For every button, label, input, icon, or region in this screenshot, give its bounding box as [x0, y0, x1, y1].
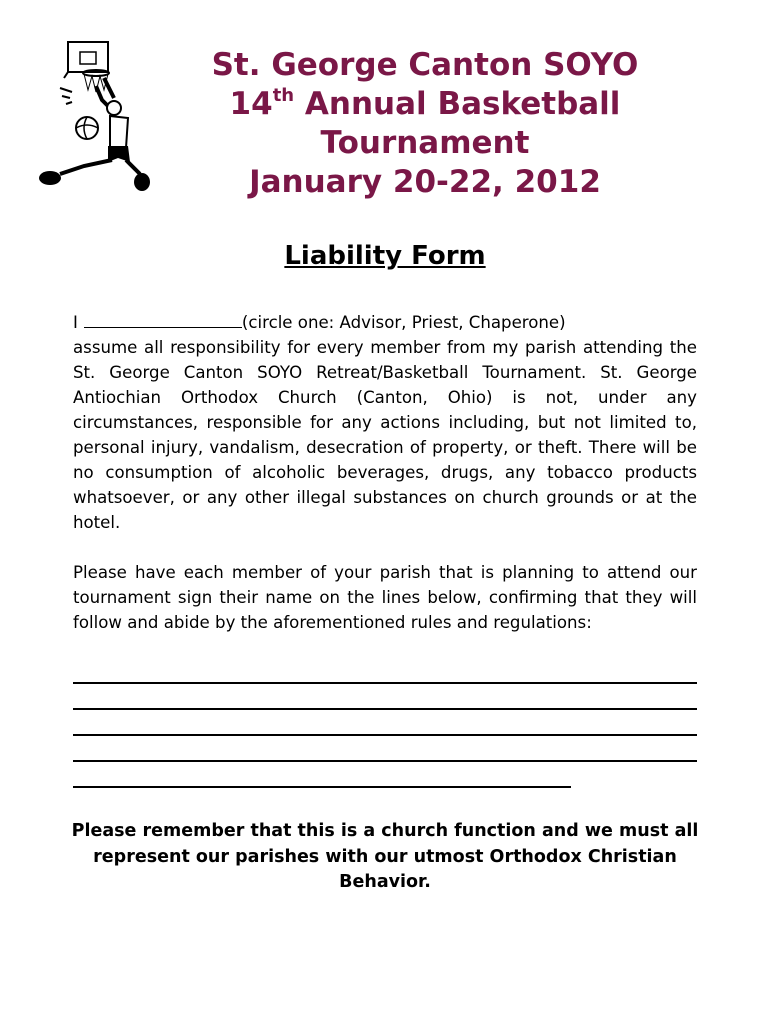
- header-line-3: Tournament: [320, 125, 530, 161]
- liability-body: assume all responsibility for every member from my parish attending the St. George Canton SOYO Retreat/Basketball Tournament. St. George Antiochian Orthodox Church (Canton, Ohio) is not, under any circumstances, responsible for any actions including, but not limited to, personal injury, vandalism, desecration of property, or theft. There will be no consumption of alcoholic beverages, drugs, any tobacco products whatsoever, or any other illegal substances on church grounds or at the hotel.: [73, 338, 697, 532]
- signature-line[interactable]: [73, 658, 697, 684]
- signature-lines: [73, 658, 697, 788]
- basketball-player-icon: [30, 38, 150, 193]
- form-title: Liability Form: [284, 241, 486, 271]
- signature-line[interactable]: [73, 710, 697, 736]
- header-number: 14: [229, 86, 273, 122]
- signature-line[interactable]: [73, 684, 697, 710]
- lead-pronoun: I: [73, 313, 78, 332]
- name-line: [73, 310, 697, 335]
- signature-line[interactable]: [73, 736, 697, 762]
- signature-line[interactable]: [73, 762, 571, 788]
- tournament-header: [150, 46, 700, 202]
- closing-reminder: Please remember that this is a church function and we must all represent our parishes with our utmost Orthodox Christian Behavior.: [71, 821, 699, 892]
- header-line-2-rest: Annual Basketball: [294, 86, 621, 122]
- header-line-2: [150, 85, 700, 124]
- header-dates: January 20-22, 2012: [249, 164, 601, 200]
- header-ordinal: th: [272, 85, 295, 106]
- liability-paragraph: [73, 310, 697, 535]
- name-blank-field[interactable]: [84, 310, 242, 328]
- role-instruction: (circle one: Advisor, Priest, Chaperone): [241, 313, 566, 332]
- signing-instruction: Please have each member of your parish that is planning to attend our tournament sign their name on the lines below, confirming that they will follow and abide by the aforementioned rules and regulations:: [73, 563, 697, 632]
- header-line-1: St. George Canton SOYO: [211, 47, 639, 83]
